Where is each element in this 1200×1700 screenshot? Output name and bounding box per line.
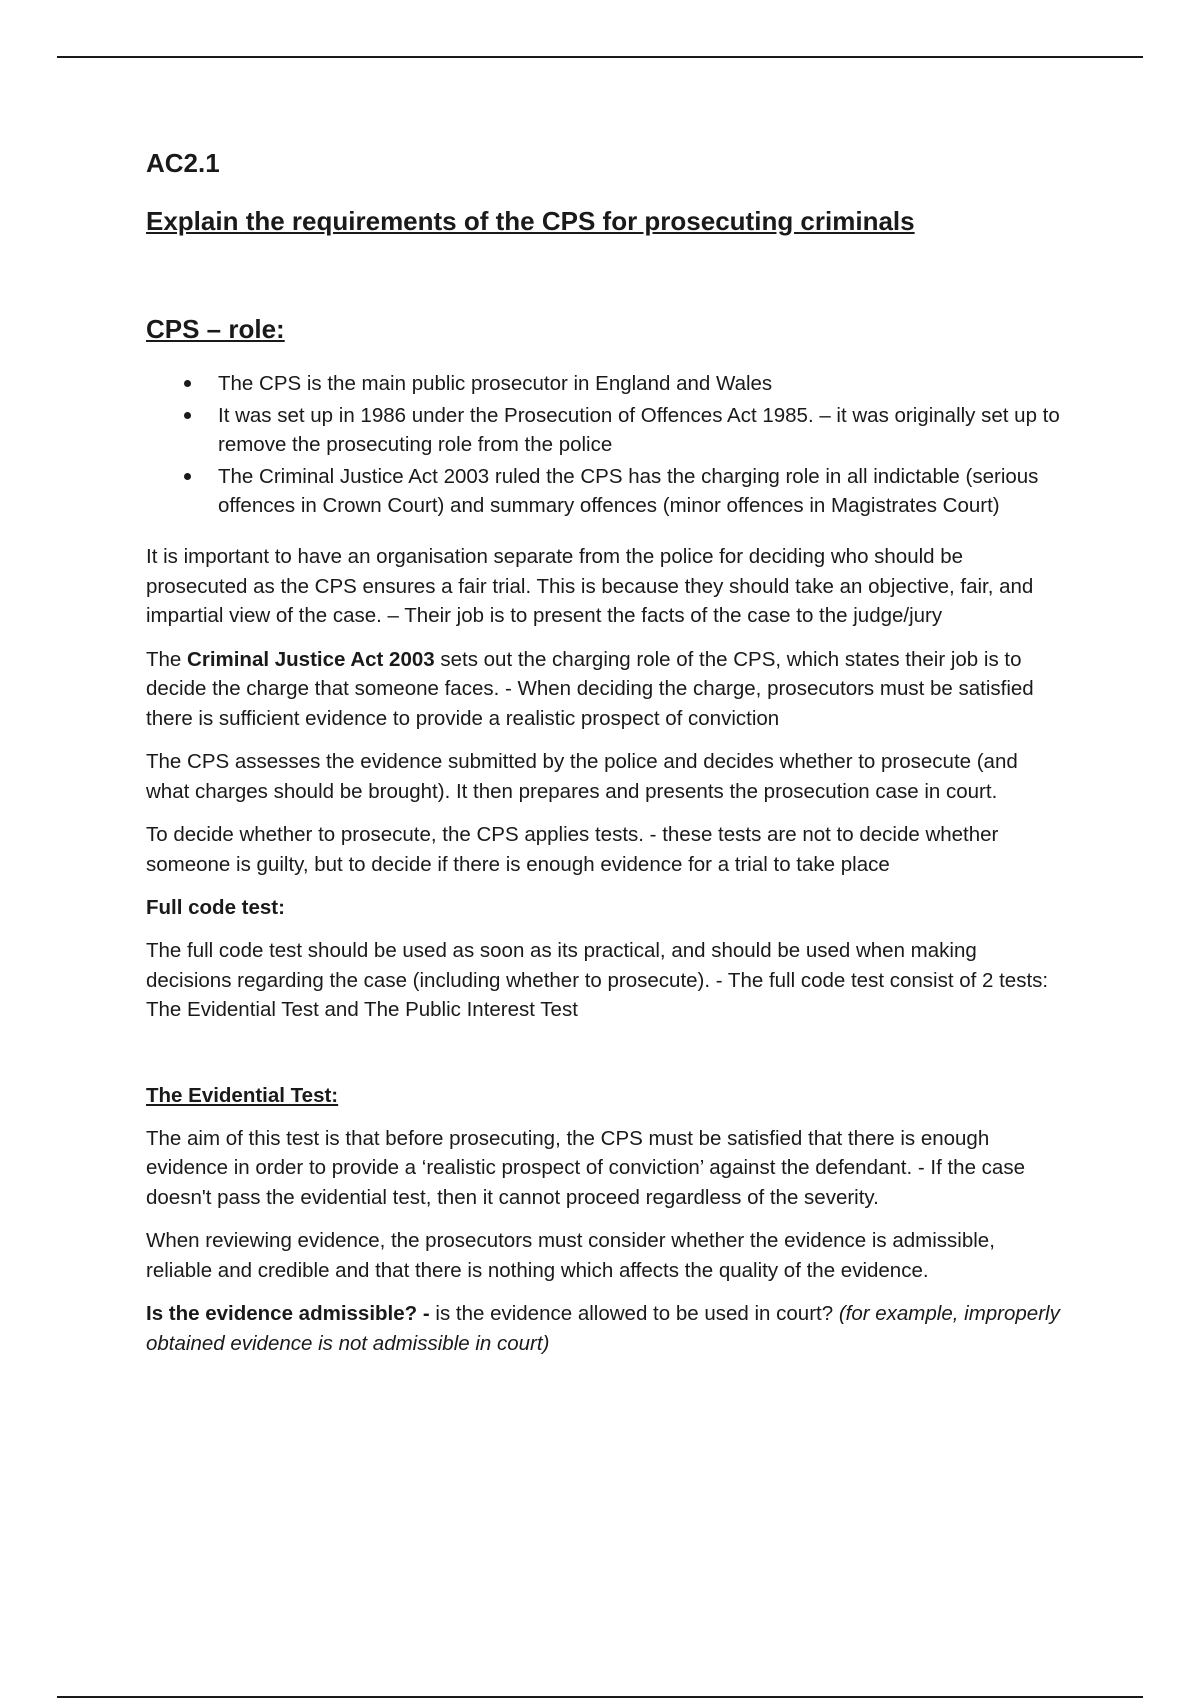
paragraph-text: The (146, 647, 188, 671)
paragraph-cps-assesses: The CPS assesses the evidence submitted by the police and decides whether to prosecute (and what charges should be brought). It then prepares and presents the prosecution case in court. (146, 750, 1018, 803)
cps-role-list (146, 369, 1066, 520)
admissible-example: (for example, improperly obtained evidence is not admissible in court) (146, 1302, 1060, 1355)
evidential-test-heading: The Evidential Test: (146, 1083, 339, 1107)
header-rule (57, 56, 1143, 58)
act-name: Criminal Justice Act 2003 (187, 647, 435, 671)
document-body (146, 148, 1066, 1372)
paragraph-text: is the evidence allowed to be used in court? (429, 1302, 839, 1325)
list-item: The CPS is the main public prosecutor in England and Wales (218, 369, 1066, 398)
list-item: The Criminal Justice Act 2003 ruled the CPS has the charging role in all indictable (serious offences in Crown Court) and summary offences (minor offences in Magistrates Court) (218, 462, 1066, 520)
section-heading-cps-role: CPS – role: (146, 314, 285, 344)
full-code-test-heading: Full code test: (146, 896, 285, 919)
list-item: It was set up in 1986 under the Prosecution of Offences Act 1985. – it was originally set up to remove the prosecuting role from the police (218, 401, 1066, 459)
paragraph-evidential-aim: The aim of this test is that before prosecuting, the CPS must be satisfied that there is enough evidence in order to provide a ‘realistic prospect of conviction’ against the defendant. - If the case doesn't pass the evidential test, then it cannot proceed regardless of the severity. (146, 1126, 1025, 1209)
paragraph-admissible (146, 1299, 1066, 1358)
paragraph-full-code-test: The full code test should be used as soon as its practical, and should be used when making decisions regarding the case (including whether to prosecute). - The full code test consist of 2 tests: The Evidential Test and The Public Interest Test (146, 939, 1049, 1021)
paragraph-separate-organisation: It is important to have an organisation separate from the police for deciding who should be prosecuted as the CPS ensures a fair trial. This is because they should take an objective, fair, and impartial view of the case. – Their job is to present the facts of the case to the judge/jury (146, 545, 1034, 627)
paragraph-text: sets out the charging role of the CPS, which states their job is to decide the charge that someone faces. - When deciding the charge, prosecutors must be satisfied there is sufficient evidence to provide a realistic prospect of conviction (146, 647, 1034, 730)
paragraph-criminal-justice-act (146, 645, 1066, 734)
paragraph-reviewing-evidence: When reviewing evidence, the prosecutors must consider whether the evidence is admissible, reliable and credible and that there is nothing which affects the quality of the evidence. (146, 1229, 995, 1282)
page-title: Explain the requirements of the CPS for prosecuting criminals (146, 206, 915, 236)
assessment-code: AC2.1 (146, 148, 220, 178)
paragraph-tests-intro: To decide whether to prosecute, the CPS applies tests. - these tests are not to decide whether someone is guilty, but to decide if there is enough evidence for a trial to take place (146, 823, 999, 876)
footer-rule (57, 1696, 1143, 1698)
admissible-question: Is the evidence admissible? - (146, 1302, 430, 1325)
